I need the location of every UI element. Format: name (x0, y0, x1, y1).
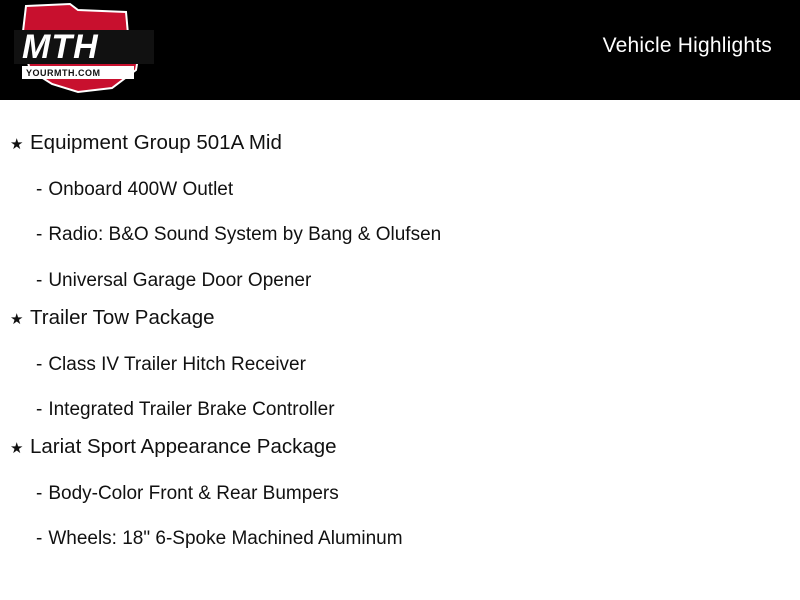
highlights-content (0, 100, 800, 551)
highlight-sub-label: Radio: B&O Sound System by Bang & Olufsen (48, 224, 442, 246)
highlight-sub-label: Onboard 400W Outlet (48, 178, 234, 200)
highlight-main-item[interactable] (0, 434, 800, 460)
highlight-main-item[interactable] (0, 130, 800, 156)
dash-prefix: - (36, 353, 43, 375)
dash-prefix: - (36, 482, 43, 504)
highlight-main-label: Equipment Group 501A Mid (30, 131, 282, 154)
highlight-group (0, 130, 800, 293)
star-icon: ★ (10, 440, 24, 457)
dash-prefix: - (36, 399, 43, 421)
highlight-sub-label: Class IV Trailer Hitch Receiver (48, 353, 306, 375)
mth-logo[interactable] (8, 0, 168, 100)
svg-text:MTH: MTH (22, 28, 99, 66)
dash-prefix: - (36, 528, 43, 550)
highlight-sub-item (0, 527, 800, 551)
dash-prefix: - (36, 270, 43, 292)
highlight-main-label: Trailer Tow Package (30, 305, 215, 329)
page-header (0, 0, 800, 100)
highlight-sub-label: Integrated Trailer Brake Controller (48, 399, 335, 421)
highlight-sub-item (0, 269, 800, 293)
highlight-sub-label: Wheels: 18" 6-Spoke Machined Aluminum (48, 528, 403, 550)
star-icon: ★ (10, 136, 24, 153)
highlight-sub-item (0, 178, 800, 202)
highlight-sub-item (0, 353, 800, 377)
highlight-group (0, 434, 800, 551)
page-title: Vehicle Highlights (602, 34, 772, 57)
highlight-group (0, 305, 800, 422)
star-icon: ★ (10, 310, 24, 328)
dash-prefix: - (36, 224, 43, 246)
highlight-sub-label: Universal Garage Door Opener (48, 270, 312, 292)
highlight-sub-item (0, 482, 800, 506)
dash-prefix: - (36, 178, 43, 200)
highlight-main-item[interactable] (0, 305, 800, 331)
highlight-sub-item (0, 398, 800, 422)
highlight-main-label: Lariat Sport Appearance Package (30, 435, 337, 458)
svg-text:YOURMTH.COM: YOURMTH.COM (26, 68, 101, 78)
highlight-sub-item (0, 223, 800, 247)
highlight-sub-label: Body-Color Front & Rear Bumpers (48, 482, 339, 504)
